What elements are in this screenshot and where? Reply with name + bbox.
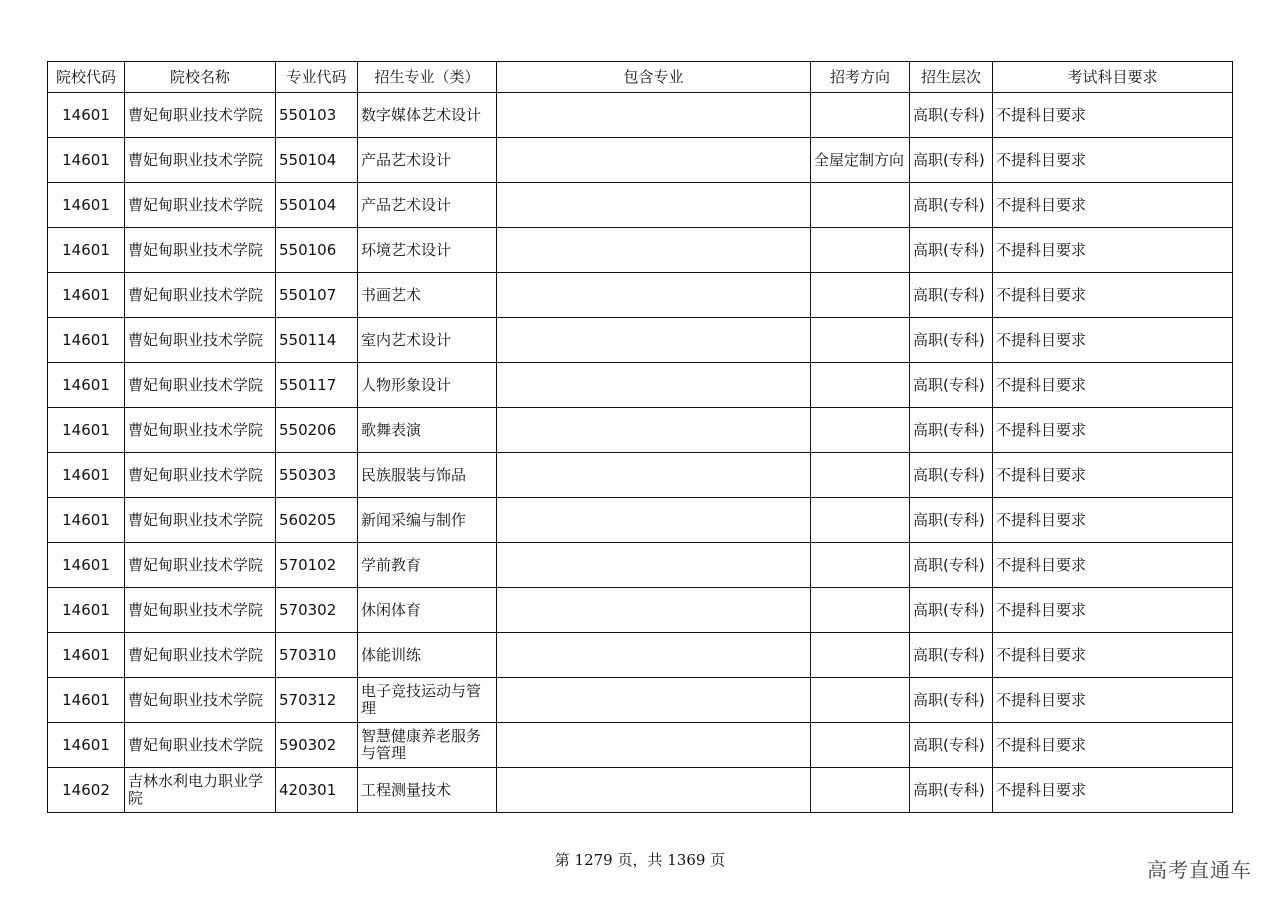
cell-major: 人物形象设计 [358, 363, 497, 408]
cell-level: 高职(专科) [910, 723, 993, 768]
header-school-code: 院校代码 [48, 62, 125, 93]
cell-school-code: 14601 [48, 678, 125, 723]
cell-level: 高职(专科) [910, 633, 993, 678]
table-row [48, 543, 1233, 588]
cell-level: 高职(专科) [910, 453, 993, 498]
cell-requirement: 不提科目要求 [993, 588, 1233, 633]
cell-direction [811, 633, 910, 678]
cell-school-code: 14601 [48, 633, 125, 678]
cell-major: 智慧健康养老服务与管理 [358, 723, 497, 768]
cell-included-majors [497, 318, 811, 363]
cell-direction [811, 723, 910, 768]
table-row [48, 768, 1233, 813]
cell-school-name: 曹妃甸职业技术学院 [125, 93, 276, 138]
cell-major: 体能训练 [358, 633, 497, 678]
cell-school-name: 曹妃甸职业技术学院 [125, 453, 276, 498]
cell-school-name: 曹妃甸职业技术学院 [125, 318, 276, 363]
cell-major: 室内艺术设计 [358, 318, 497, 363]
cell-school-name: 曹妃甸职业技术学院 [125, 498, 276, 543]
cell-school-name: 曹妃甸职业技术学院 [125, 678, 276, 723]
table-row [48, 588, 1233, 633]
cell-requirement: 不提科目要求 [993, 408, 1233, 453]
cell-requirement: 不提科目要求 [993, 543, 1233, 588]
cell-included-majors [497, 273, 811, 318]
cell-school-name: 吉林水利电力职业学院 [125, 768, 276, 813]
cell-included-majors [497, 678, 811, 723]
cell-level: 高职(专科) [910, 93, 993, 138]
header-requirement: 考试科目要求 [993, 62, 1233, 93]
cell-major: 休闲体育 [358, 588, 497, 633]
cell-included-majors [497, 453, 811, 498]
cell-level: 高职(专科) [910, 138, 993, 183]
cell-requirement: 不提科目要求 [993, 93, 1233, 138]
cell-included-majors [497, 408, 811, 453]
cell-major-code: 420301 [276, 768, 358, 813]
cell-major-code: 570310 [276, 633, 358, 678]
cell-major-code: 550114 [276, 318, 358, 363]
cell-level: 高职(专科) [910, 183, 993, 228]
cell-requirement: 不提科目要求 [993, 273, 1233, 318]
cell-included-majors [497, 363, 811, 408]
table-row [48, 93, 1233, 138]
cell-requirement: 不提科目要求 [993, 723, 1233, 768]
cell-major: 民族服装与饰品 [358, 453, 497, 498]
cell-included-majors [497, 768, 811, 813]
page-footer: 第 1279 页，共 1369 页 [554, 851, 726, 869]
cell-level: 高职(专科) [910, 543, 993, 588]
cell-included-majors [497, 138, 811, 183]
cell-school-code: 14601 [48, 363, 125, 408]
cell-school-code: 14601 [48, 228, 125, 273]
header-major-code: 专业代码 [276, 62, 358, 93]
table-row [48, 453, 1233, 498]
cell-school-code: 14601 [48, 498, 125, 543]
cell-direction [811, 273, 910, 318]
cell-direction [811, 678, 910, 723]
cell-included-majors [497, 588, 811, 633]
cell-major-code: 550107 [276, 273, 358, 318]
cell-school-code: 14601 [48, 318, 125, 363]
cell-direction [811, 228, 910, 273]
cell-school-name: 曹妃甸职业技术学院 [125, 183, 276, 228]
cell-major-code: 570312 [276, 678, 358, 723]
table-row [48, 183, 1233, 228]
cell-requirement: 不提科目要求 [993, 138, 1233, 183]
cell-direction [811, 498, 910, 543]
cell-major: 新闻采编与制作 [358, 498, 497, 543]
cell-major: 环境艺术设计 [358, 228, 497, 273]
table-row [48, 138, 1233, 183]
cell-requirement: 不提科目要求 [993, 498, 1233, 543]
cell-level: 高职(专科) [910, 273, 993, 318]
header-school-name: 院校名称 [125, 62, 276, 93]
cell-school-code: 14601 [48, 408, 125, 453]
cell-requirement: 不提科目要求 [993, 318, 1233, 363]
cell-school-code: 14601 [48, 543, 125, 588]
cell-major: 数字媒体艺术设计 [358, 93, 497, 138]
cell-major-code: 550106 [276, 228, 358, 273]
cell-requirement: 不提科目要求 [993, 768, 1233, 813]
cell-direction [811, 183, 910, 228]
cell-major-code: 550303 [276, 453, 358, 498]
table-row [48, 228, 1233, 273]
table-row [48, 678, 1233, 723]
cell-school-name: 曹妃甸职业技术学院 [125, 363, 276, 408]
cell-included-majors [497, 723, 811, 768]
header-included-majors: 包含专业 [497, 62, 811, 93]
cell-direction [811, 363, 910, 408]
cell-major: 书画艺术 [358, 273, 497, 318]
cell-major-code: 550104 [276, 138, 358, 183]
cell-direction [811, 408, 910, 453]
watermark: 高考直通车 [1147, 858, 1252, 882]
admissions-table [47, 61, 1233, 813]
cell-school-name: 曹妃甸职业技术学院 [125, 228, 276, 273]
cell-school-name: 曹妃甸职业技术学院 [125, 138, 276, 183]
cell-major: 产品艺术设计 [358, 138, 497, 183]
cell-school-name: 曹妃甸职业技术学院 [125, 633, 276, 678]
header-major: 招生专业（类） [358, 62, 497, 93]
cell-school-name: 曹妃甸职业技术学院 [125, 723, 276, 768]
cell-major: 歌舞表演 [358, 408, 497, 453]
table-row [48, 498, 1233, 543]
header-row [48, 62, 1233, 93]
cell-major: 电子竞技运动与管理 [358, 678, 497, 723]
cell-requirement: 不提科目要求 [993, 678, 1233, 723]
cell-school-code: 14601 [48, 723, 125, 768]
cell-school-name: 曹妃甸职业技术学院 [125, 273, 276, 318]
cell-level: 高职(专科) [910, 228, 993, 273]
cell-requirement: 不提科目要求 [993, 228, 1233, 273]
cell-school-name: 曹妃甸职业技术学院 [125, 543, 276, 588]
cell-direction [811, 588, 910, 633]
header-level: 招生层次 [910, 62, 993, 93]
cell-requirement: 不提科目要求 [993, 363, 1233, 408]
cell-major: 工程测量技术 [358, 768, 497, 813]
cell-level: 高职(专科) [910, 678, 993, 723]
cell-school-code: 14601 [48, 183, 125, 228]
cell-major: 产品艺术设计 [358, 183, 497, 228]
table-row [48, 363, 1233, 408]
cell-school-name: 曹妃甸职业技术学院 [125, 408, 276, 453]
cell-direction [811, 93, 910, 138]
cell-included-majors [497, 183, 811, 228]
cell-major-code: 550103 [276, 93, 358, 138]
table-row [48, 408, 1233, 453]
cell-major-code: 560205 [276, 498, 358, 543]
table-row [48, 273, 1233, 318]
cell-level: 高职(专科) [910, 588, 993, 633]
cell-direction [811, 453, 910, 498]
cell-school-code: 14601 [48, 453, 125, 498]
cell-school-code: 14601 [48, 273, 125, 318]
cell-major-code: 570302 [276, 588, 358, 633]
cell-requirement: 不提科目要求 [993, 453, 1233, 498]
cell-level: 高职(专科) [910, 363, 993, 408]
cell-requirement: 不提科目要求 [993, 183, 1233, 228]
cell-level: 高职(专科) [910, 318, 993, 363]
cell-requirement: 不提科目要求 [993, 633, 1233, 678]
table-row [48, 723, 1233, 768]
cell-school-code: 14602 [48, 768, 125, 813]
cell-included-majors [497, 93, 811, 138]
cell-direction [811, 318, 910, 363]
cell-level: 高职(专科) [910, 768, 993, 813]
table-row [48, 633, 1233, 678]
cell-level: 高职(专科) [910, 498, 993, 543]
header-direction: 招考方向 [811, 62, 910, 93]
cell-included-majors [497, 633, 811, 678]
cell-school-code: 14601 [48, 588, 125, 633]
cell-major-code: 550206 [276, 408, 358, 453]
cell-direction: 全屋定制方向 [811, 138, 910, 183]
table-row [48, 318, 1233, 363]
cell-major-code: 570102 [276, 543, 358, 588]
cell-school-code: 14601 [48, 93, 125, 138]
cell-major-code: 590302 [276, 723, 358, 768]
cell-major: 学前教育 [358, 543, 497, 588]
cell-included-majors [497, 543, 811, 588]
cell-school-name: 曹妃甸职业技术学院 [125, 588, 276, 633]
cell-level: 高职(专科) [910, 408, 993, 453]
table-body [48, 93, 1233, 813]
cell-school-code: 14601 [48, 138, 125, 183]
cell-major-code: 550104 [276, 183, 358, 228]
cell-major-code: 550117 [276, 363, 358, 408]
cell-included-majors [497, 228, 811, 273]
cell-direction [811, 543, 910, 588]
cell-direction [811, 768, 910, 813]
cell-included-majors [497, 498, 811, 543]
